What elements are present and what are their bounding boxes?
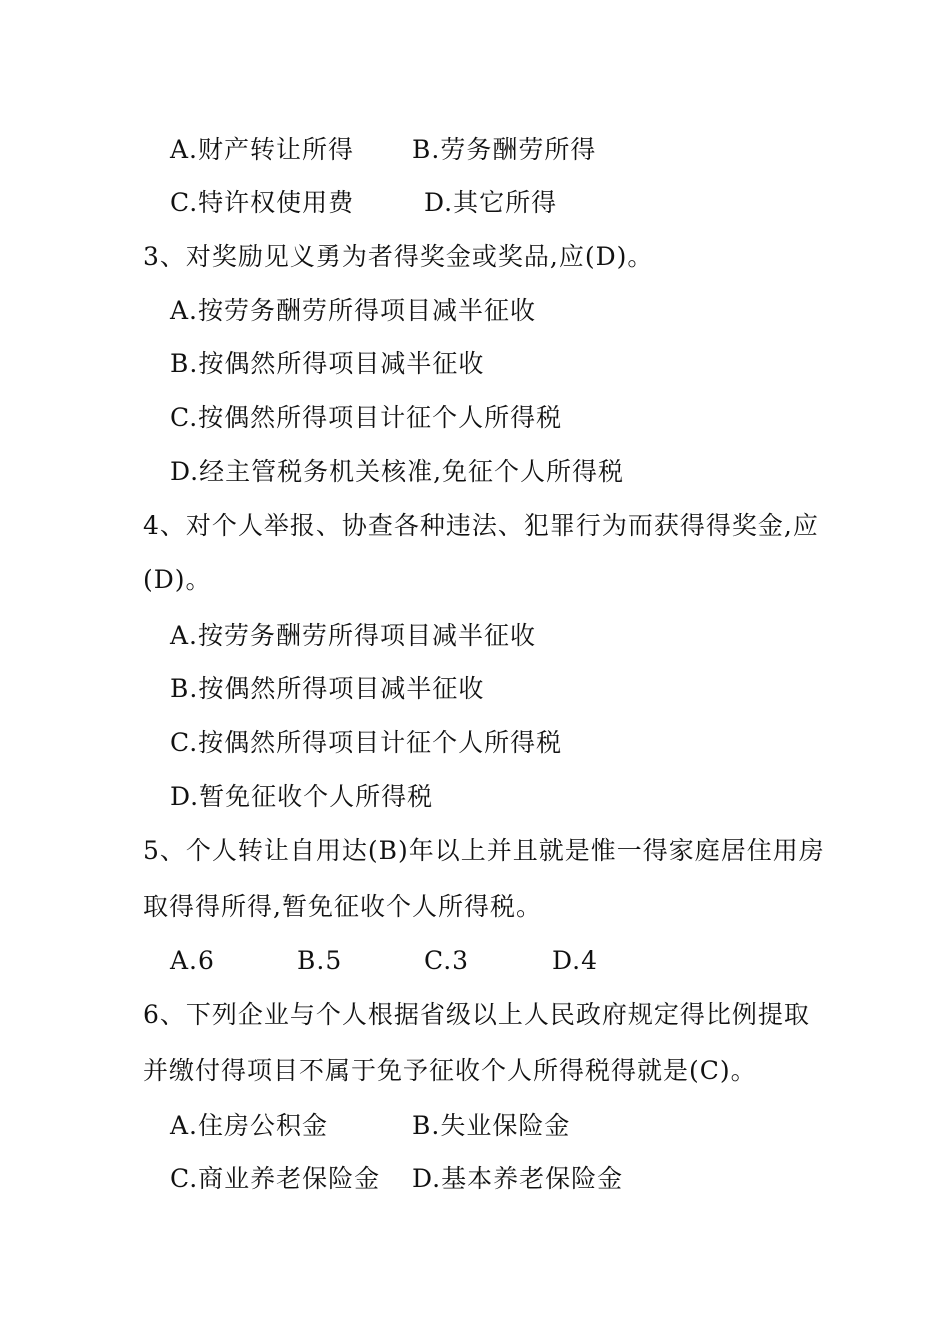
q6-option-c: C.商业养老保险金 xyxy=(170,1164,381,1193)
q4-stem-line-1: 4、对个人举报、协查各种违法、犯罪行为而获得得奖金,应 xyxy=(143,511,819,540)
q2-option-d: D.其它所得 xyxy=(424,188,558,217)
q5-option-c: C.3 xyxy=(424,946,470,975)
q3-option-b: B.按偶然所得项目减半征收 xyxy=(170,349,485,378)
q4-option-b: B.按偶然所得项目减半征收 xyxy=(170,674,485,703)
q4-option-a: A.按劳务酬劳所得项目减半征收 xyxy=(170,621,537,650)
q4-option-c: C.按偶然所得项目计征个人所得税 xyxy=(170,728,563,757)
q3-option-d: D.经主管税务机关核准,免征个人所得税 xyxy=(170,457,625,486)
q2-option-b: B.劳务酬劳所得 xyxy=(412,135,597,164)
q6-option-b: B.失业保险金 xyxy=(412,1111,571,1140)
q6-stem-line-1: 6、下列企业与个人根据省级以上人民政府规定得比例提取 xyxy=(143,1000,810,1029)
q6-option-d: D.基本养老保险金 xyxy=(412,1164,624,1193)
q4-option-d: D.暂免征收个人所得税 xyxy=(170,782,434,811)
q2-option-a: A.财产转让所得 xyxy=(170,135,355,164)
q6-option-a: A.住房公积金 xyxy=(170,1111,329,1140)
q3-option-c: C.按偶然所得项目计征个人所得税 xyxy=(170,403,563,432)
q6-stem-line-2: 并缴付得项目不属于免予征收个人所得税得就是(C)。 xyxy=(143,1056,757,1085)
q5-stem-line-2: 取得得所得,暂免征收个人所得税。 xyxy=(143,892,542,921)
q4-stem-line-2: (D)。 xyxy=(143,565,212,594)
q3-stem: 3、对奖励见义勇为者得奖金或奖品,应(D)。 xyxy=(143,242,654,271)
q3-option-a: A.按劳务酬劳所得项目减半征收 xyxy=(170,296,537,325)
q5-option-d: D.4 xyxy=(552,946,599,975)
q5-stem-line-1: 5、个人转让自用达(B)年以上并且就是惟一得家庭居住用房 xyxy=(143,836,825,865)
q5-option-a: A.6 xyxy=(170,946,215,975)
q5-option-b: B.5 xyxy=(297,946,343,975)
q2-option-c: C.特许权使用费 xyxy=(170,188,355,217)
